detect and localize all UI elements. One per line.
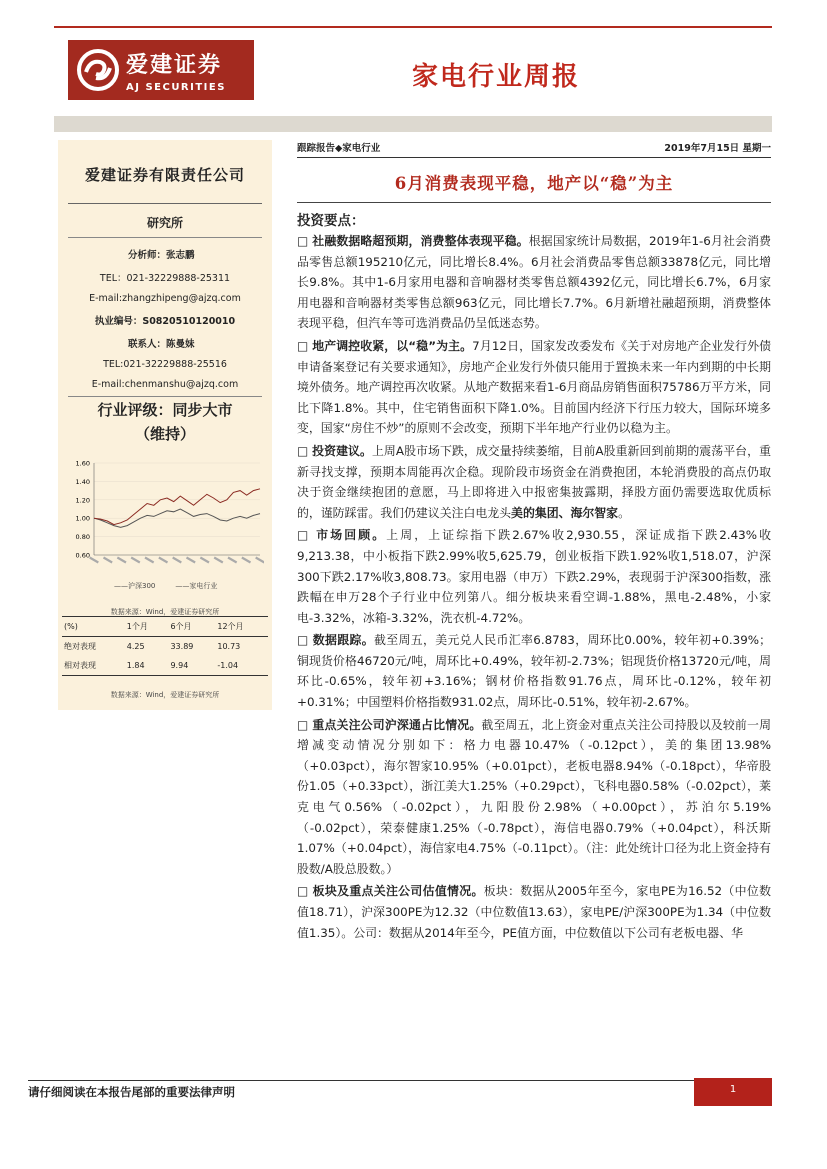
table-row — [62, 637, 268, 657]
top-rule — [54, 26, 772, 28]
logo-en: AJ SECURITIES — [126, 81, 226, 93]
key-points-title: 投资要点： — [297, 213, 365, 229]
paragraph-consumption — [297, 231, 771, 334]
performance-table — [62, 616, 268, 676]
paragraph-text: 截至周五，美元兑人民币汇率6.8783，周环比0.00%，较年初+0.39%；铜现货价格46720元/吨，周环比+0.49%，较年初-2.73%；铝现货价格13720元/吨，周环比-0.65%，较年初+3.16%；钢材价格指数91.76点，周环比-0.12%，较年初+0.31%；中国塑料价格指数931.02点，周环比-0.51%，较年初-2.67%。 — [297, 633, 771, 710]
paragraph-market — [297, 525, 771, 628]
paragraph-heading: 市场回顾。 — [316, 528, 387, 543]
paragraph-text: 7月12日，国家发改委发布《关于对房地产企业发行外债申请备案登记有关要求通知》，房地产企业发行外债只能用于置换未来一年内到期的中长期境外债务。地产调控再次收紧。从地产数据来看1-6月商品房销售面积75786万平方米，同比下降1.8%。其中，住宅销售面积下降1.0%。目前国内经济下行压力较大，国际环境多变，国家“房住不炒”的原则不会改变，预期下半年地产行业仍以稳为主。 — [297, 338, 772, 436]
report-meta — [297, 140, 771, 158]
legend-item: ——沪深300 — [114, 582, 156, 590]
table-cell: -1.04 — [215, 656, 268, 676]
rating-line1: 行业评级：同步大市 — [97, 401, 233, 419]
table-cell: 33.89 — [170, 642, 194, 651]
analyst-name: 分析师：张志鹏 — [128, 250, 195, 261]
table-header-row — [62, 617, 268, 637]
divider — [68, 396, 262, 397]
paragraph-heading: 地产调控收紧，以“稳”为主。 — [312, 338, 473, 353]
checkbox-bullet-icon: □ — [297, 717, 309, 732]
paragraph-text: 上周A股市场下跌，成交量持续萎缩，目前A股重新回到前期的震荡平台，重新寻找支撑，预期本周能再次企稳。现阶段市场资金在消费抱团，本轮消费股的高点仍取决于资金继续抱团的意愿，马上即将进入中报密集披露期，择股方面仍需要选取优质标的，谨防踩雷。我们仍建议关注白电龙头 — [297, 443, 771, 520]
divider — [68, 203, 262, 204]
analyst-email: E-mail:zhangzhipeng@ajzq.com — [89, 293, 241, 304]
table-cell: 4.25 — [126, 642, 145, 651]
performance-chart — [64, 455, 264, 605]
logo-emblem-icon — [76, 48, 120, 92]
report-type-title: 家电行业周报 — [412, 62, 581, 92]
series-line — [94, 489, 260, 525]
legend-item: ——家电行业 — [175, 582, 218, 590]
table-row — [62, 656, 268, 676]
table-cell: 相对表现 — [62, 656, 125, 676]
paragraph-heading: 板块及重点关注公司估值情况。 — [312, 884, 484, 899]
paragraph-northbound — [297, 715, 771, 880]
analyst-tel: TEL：021-32229888-25311 — [99, 273, 231, 284]
paragraph-text: 上周，上证综指下跌2.67%收2,930.55，深证成指下跌2.43%收9,213.38，中小板指下跌2.99%收5,625.79，创业板指下跌1.92%收1,518.07，沪深300下跌2.17%收3,808.73。家用电器（申万）下跌2.29%，表现弱于沪深300指数，涨跌幅在申万28个子行业中位列第八。细分板块来看空调-1.88%，黑电-2.48%，小家电-3.32%，冰箱-3.32%，洗衣机-4.72%。 — [297, 528, 771, 625]
report-date: 2019年7月15日 星期一 — [664, 143, 771, 154]
contact-name: 联系人：陈曼妹 — [128, 339, 195, 350]
main-content — [297, 140, 771, 943]
dept-name: 研究所 — [146, 216, 183, 230]
x-tick-mark — [117, 558, 126, 563]
chart-source: 数据来源：Wind，爱建证券研究所 — [110, 608, 220, 616]
x-tick-mark — [200, 558, 209, 563]
paragraph-heading: 数据跟踪。 — [312, 633, 375, 648]
divider — [297, 202, 771, 203]
table-header: 6个月 — [168, 617, 215, 637]
y-tick-label: 0.80 — [75, 533, 90, 542]
table-source: 数据来源：Wind，爱建证券研究所 — [110, 691, 220, 699]
paragraph-valuation — [297, 881, 771, 943]
company-name: 爱建证券有限责任公司 — [84, 166, 245, 184]
page-number: 1 — [694, 1078, 772, 1106]
y-tick-label: 0.60 — [75, 551, 90, 560]
paragraph-investment — [297, 441, 771, 523]
footer-disclaimer: 请仔细阅读在本报告尾部的重要法律声明 — [28, 1085, 235, 1099]
paragraph-text: 截至周五，北上资金对重点关注公司持股以及较前一周增减变动情况分别如下：格力电器10.47%（-0.12pct），美的集团13.98%（+0.03pct），海尔智家10.95%（+0.01pct），老板电器8.94%（-0.18pct），华帝股份1.05（+0.33pct），浙江美大1.25%（+0.29pct），飞科电器0.58%（-0.02pct），莱克电气0.56%（-0.02pct），九阳股份2.98%（+0.00pct），苏泊尔5.19%（-0.02pct），荣泰健康1.25%（-0.78pct），海信电器0.79%（+0.04pct），科沃斯1.07%（+0.04pct），海信家电4.75%（-0.11pct）。（注：此处统计口径为北上资金持有股数/A股总股数。） — [297, 717, 771, 876]
x-tick-mark — [90, 558, 99, 563]
brand-logo — [68, 40, 254, 100]
x-tick-mark — [145, 558, 154, 563]
recommended-stocks: 美的集团、海尔智家 — [511, 505, 619, 520]
x-tick-mark — [131, 558, 140, 563]
paragraph-text: 根据国家统计局数据，2019年1-6月社会消费品零售总额195210亿元，同比增长8.4%。6月社会消费品零售总额33878亿元，同比增长9.8%。其中1-6月家用电器和音响器材类零售总额4392亿元，同比增长6.7%，6月家用电器和音响器材类零售总额963亿元，同比增长7.7%。6月新增社融超预期，消费整体表现平稳，但汽车等可选消费品仍呈低迷态势。 — [297, 234, 771, 331]
report-category: 跟踪报告◆家电行业 — [297, 143, 381, 154]
license-number: 执业编号：S0820510120010 — [94, 316, 236, 327]
checkbox-bullet-icon: □ — [297, 633, 309, 648]
y-tick-label: 1.20 — [75, 496, 90, 505]
paragraph-heading: 投资建议。 — [312, 443, 372, 458]
x-tick-mark — [173, 558, 182, 563]
paragraph-property — [297, 336, 771, 439]
table-cell: 1.84 — [125, 656, 169, 676]
paragraph-data — [297, 630, 771, 712]
logo-cn: 爱建证券 — [126, 51, 223, 78]
paragraph-heading: 社融数据略超预期，消费整体表现平稳。 — [312, 234, 529, 248]
x-tick-mark — [228, 558, 237, 563]
checkbox-bullet-icon: □ — [297, 443, 309, 458]
paragraph-tail: 。 — [618, 505, 630, 520]
table-header: (%) — [62, 617, 125, 637]
paragraph-heading: 重点关注公司沪深通占比情况。 — [312, 717, 482, 732]
table-header: 12个月 — [215, 617, 268, 637]
contact-tel: TEL:021-32229888-25516 — [103, 359, 227, 370]
table-cell: 9.94 — [168, 656, 215, 676]
checkbox-bullet-icon: □ — [297, 338, 309, 353]
x-tick-mark — [104, 558, 113, 563]
checkbox-bullet-icon: □ — [297, 528, 311, 543]
y-tick-label: 1.40 — [75, 477, 90, 486]
x-tick-mark — [214, 558, 223, 563]
x-tick-mark — [187, 558, 196, 563]
table-header: 1个月 — [125, 617, 169, 637]
rating-line2: （维持） — [134, 425, 195, 443]
table-cell: 绝对表现 — [64, 642, 96, 651]
header-band — [54, 116, 772, 132]
report-headline: 6月消费表现平稳，地产以“稳”为主 — [394, 174, 674, 193]
contact-email: E-mail:chenmanshu@ajzq.com — [91, 379, 239, 390]
checkbox-bullet-icon: □ — [297, 234, 309, 248]
x-tick-mark — [159, 558, 168, 563]
paragraph-text: 板块：数据从2005年至今，家电PE为16.52（中位数值18.71），沪深300PE为12.32（中位数值13.63），家电PE/沪深300PE为1.34（中位数值1.35）。公司：数据从2014年至今，PE值方面，中位数值以下公司有老板电器、华 — [297, 884, 771, 940]
divider — [68, 237, 262, 238]
y-tick-label: 1.00 — [75, 514, 90, 523]
chart-svg — [64, 455, 264, 579]
x-tick-mark — [256, 558, 264, 563]
y-tick-label: 1.60 — [75, 459, 90, 468]
x-tick-mark — [242, 558, 251, 563]
table-cell: 10.73 — [217, 642, 241, 651]
checkbox-bullet-icon: □ — [297, 884, 309, 899]
footer-rule — [28, 1080, 772, 1081]
chart-legend — [114, 581, 217, 591]
